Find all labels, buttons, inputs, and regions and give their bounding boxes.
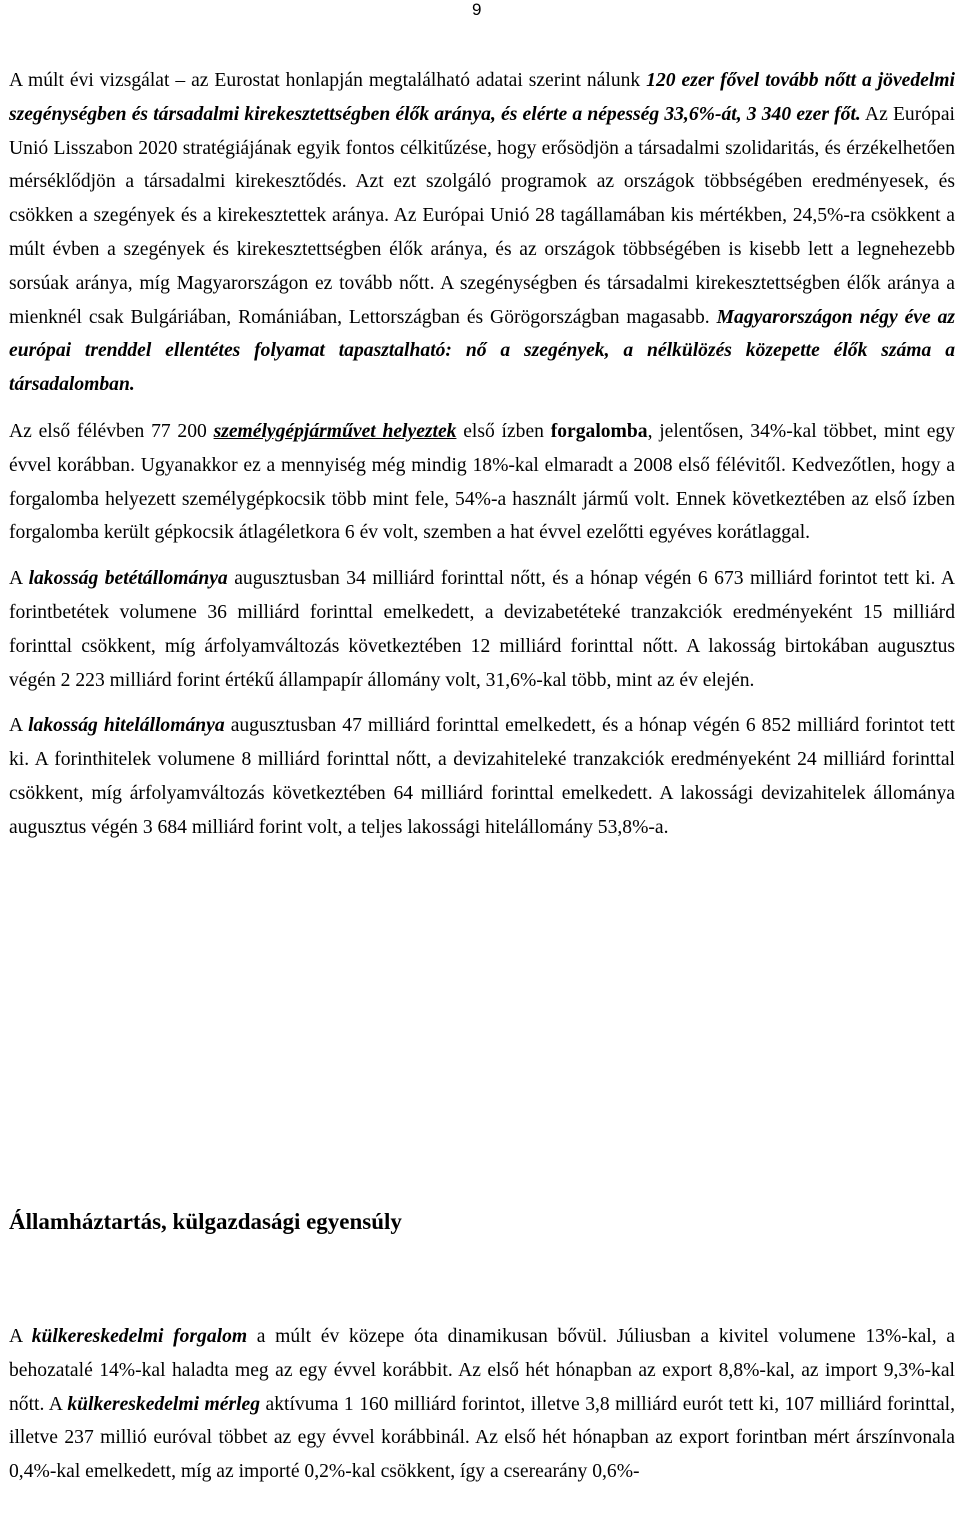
text-run: A múlt évi vizsgálat – az Eurostat honlapján megtalálható adatai szerint nálunk — [9, 70, 647, 91]
paragraph-poverty — [9, 64, 955, 402]
bold-text: forgalomba — [550, 420, 648, 442]
paragraph-deposits — [9, 562, 955, 697]
emphasis-text: külkereskedelmi mérleg — [67, 1393, 261, 1415]
text-run: , jelentősen, 34%-kal többet, mint egy évvel korábban. Ugyanakkor ez a mennyiség még mindig 18%-kal elmaradt a 2008 első félévitől. Kedvezőtlen, hogy a forgalomba helyezett személygépkocsik több mint fele, 54%-a használt jármű volt. Ennek következtében az első ízben forgalomba került gépkocsik átlagéletkora 6 év volt, szemben a hat évvel ezelőtti egyéves korátlaggal. — [9, 420, 955, 544]
text-run: A — [9, 715, 29, 737]
emphasis-text: külkereskedelmi forgalom — [31, 1326, 248, 1347]
emphasis-text: személygépjárművet helyeztek — [213, 420, 457, 442]
text-run: első ízben — [456, 420, 551, 442]
text-run: Az első félévben 77 200 — [9, 420, 214, 442]
paragraph-cars — [9, 415, 955, 550]
paragraph-loans — [9, 709, 955, 844]
document-body — [9, 64, 955, 845]
paragraph-foreign-trade — [9, 1320, 955, 1489]
text-run: Az Európai Unió Lisszabon 2020 stratégiájának egyik fontos célkitűzése, hogy erősödjön a társadalmi szolidaritás, és érzékelhetően mérséklődjön a társadalmi kirekesztődés. Azt ezt szolgáló programok az országok többségében eredményesek, és csökken a szegények és a kirekesztettek aránya. Az Európai Unió 28 tagállamában kis mértékben, 24,5%-ra csökkent a múlt évben a szegények és kirekesztettségben élők aránya, és az országok többségében is kisebb lett a legnehezebb sorsúak aránya, míg Magyarországon ez tovább nőtt. A szegénységben és társadalmi kirekesztettségben élők aránya a mienknél csak Bulgáriában, Romániában, Lettországban és Görögországban magasabb. — [9, 103, 955, 328]
text-run: augusztusban 34 milliárd forinttal nőtt, és a hónap végén 6 673 milliárd forintot tett ki. A forintbetétek volumene 36 milliárd forinttal emelkedett, a devizabetéteké tranzakciók eredményeként 15 milliárd forinttal csökkent, míg árfolyamváltozás következtében 12 milliárd forinttal nőtt. A lakosság birtokában augusztus végén 2 223 milliárd forint értékű állampapír állomány volt, 31,6%-kal több, mint az év elején. — [9, 568, 956, 691]
emphasis-text: 120 ezer fővel tovább nőtt a jövedelmi szegénységben és társadalmi kirekesztettségben élők aránya, és elérte a népesség 33,6%-át, 3 340 ezer főt. — [9, 70, 955, 125]
text-run: A — [9, 1326, 32, 1347]
page-number: 9 — [472, 0, 482, 19]
text-run: a múlt év közepe óta dinamikusan bővül. Júliusban a kivitel volumene 13%-kal, a behozatalé 14%-kal haladta meg az egy évvel korábbit. Az első hét hónapban az export 8,8%-kal, az import 9,3%-kal nőtt. A — [9, 1326, 955, 1415]
section-heading: Államháztartás, külgazdasági egyensúly — [9, 1209, 402, 1234]
text-run: aktívuma 1 160 milliárd forintot, illetve 3,8 milliárd eurót tett ki, 107 milliárd forinttal, illetve 237 millió euróval többet az egy évvel korábbinál. Az első hét hónapban az export forintban mért árszínvonala 0,4%-kal emelkedett, míg az importé 0,2%-kal csökkent, így a cserearány 0,6%- — [9, 1393, 955, 1483]
emphasis-text: Magyarországon négy éve az európai trenddel ellentétes folyamat tapasztalható: nő a szegények, a nélkülözés közepette élők száma a társadalomban. — [9, 306, 955, 396]
text-run: A — [9, 568, 29, 590]
text-run: augusztusban 47 milliárd forinttal emelkedett, és a hónap végén 6 852 milliárd forintot tett ki. A forinthitelek volumene 8 milliárd forinttal nőtt, a devizahiteleké tranzakciók eredményeként 24 milliárd forinttal csökkent, míg árfolyamváltozás következtében 64 milliárd forinttal emelkedett. A lakossági devizahitelek állománya augusztus végén 3 684 milliárd forint volt, a teljes lakossági hitelállomány 53,8%-a. — [9, 715, 955, 838]
emphasis-text: lakosság betétállománya — [28, 568, 228, 590]
emphasis-text: lakosság hitelállománya — [28, 715, 225, 737]
